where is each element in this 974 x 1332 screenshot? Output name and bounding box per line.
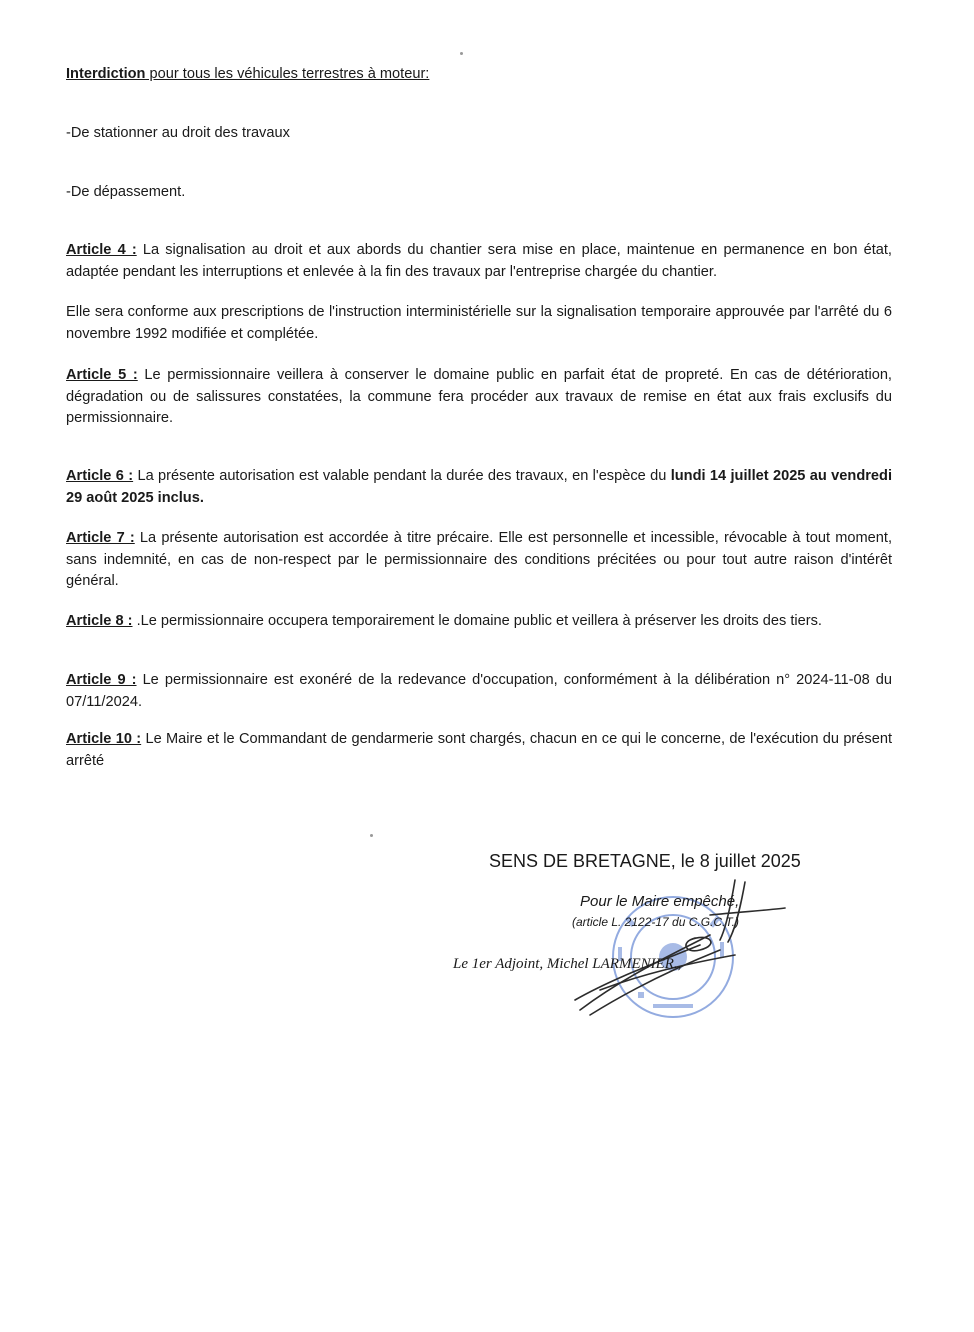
- scan-speck: [370, 834, 373, 837]
- article-6: [66, 466, 892, 509]
- article-6-text: La présente autorisation est valable pendant la durée des travaux, en l'espèce du: [133, 468, 671, 484]
- article-10-label: Article 10 :: [66, 731, 142, 747]
- article-4-text: La signalisation au droit et aux abords du chantier sera mise en place, maintenue en permanence en bon état, adaptée pendant les interruptions et enlevée à la fin des travaux par l'entreprise chargée du chantier.: [66, 242, 892, 280]
- article-9-label: Article 9 :: [66, 672, 137, 688]
- article-4-paragraph-2: Elle sera conforme aux prescriptions de l'instruction interministérielle sur la signalisation temporaire approuvée par l'arrêté du 6 novembre 1992 modifiée et complétée.: [66, 304, 892, 342]
- article-4-label: Article 4 :: [66, 242, 137, 258]
- pour-le-maire: Pour le Maire empêché,: [580, 893, 740, 910]
- item-stationner: -De stationner au droit des travaux: [66, 125, 290, 141]
- interdiction-paragraph: [66, 64, 892, 86]
- article-9-text: Le permissionnaire est exonéré de la redevance d'occupation, conformément à la délibération n° 2024-11-08 du 07/11/2024.: [66, 672, 892, 710]
- article-8-text: .Le permissionnaire occupera temporairement le domaine public et veillera à préserver les droits des tiers.: [132, 613, 822, 629]
- article-5: [66, 365, 892, 430]
- article-6-label: Article 6 :: [66, 468, 134, 484]
- place-and-date: SENS DE BRETAGNE, le 8 juillet 2025: [489, 851, 801, 871]
- article-10-text: Le Maire et le Commandant de gendarmerie sont chargés, chacun en ce qui le concerne, de l'exécution du présent arrêté: [66, 731, 892, 769]
- article-4: [66, 240, 892, 283]
- interdiction-text: pour tous les véhicules terrestres à moteur:: [145, 66, 430, 82]
- article-7: [66, 528, 892, 593]
- interdiction-label: Interdiction: [66, 66, 146, 82]
- article-10: [66, 729, 892, 772]
- article-9: [66, 670, 892, 713]
- article-7-label: Article 7 :: [66, 530, 135, 546]
- article-5-label: Article 5 :: [66, 367, 138, 383]
- article-6-dates: lundi 14 juillet 2025 au vendredi 29 août 2025 inclus.: [66, 468, 892, 506]
- article-8-label: Article 8 :: [66, 613, 133, 629]
- item-depassement: -De dépassement.: [66, 184, 186, 200]
- article-5-text: Le permissionnaire veillera à conserver le domaine public en parfait état de propreté. En cas de détérioration, dégradation ou de salissures constatées, la commune fera procéder aux travaux de remise en état aux frais exclusifs du permissionnaire.: [66, 367, 892, 426]
- article-reference: (article L. 2122-17 du C.G.C.T.): [572, 915, 739, 929]
- adjoint-name: Le 1er Adjoint, Michel LARMENIER.,: [453, 956, 682, 972]
- article-8: [66, 611, 892, 633]
- scan-speck: [460, 52, 463, 55]
- article-7-text: La présente autorisation est accordée à titre précaire. Elle est personnelle et incessible, révocable à tout moment, sans indemnité, en cas de non-respect par le permissionnaire des conditions précitées ou pour tout autre raison d'intérêt général.: [66, 530, 892, 589]
